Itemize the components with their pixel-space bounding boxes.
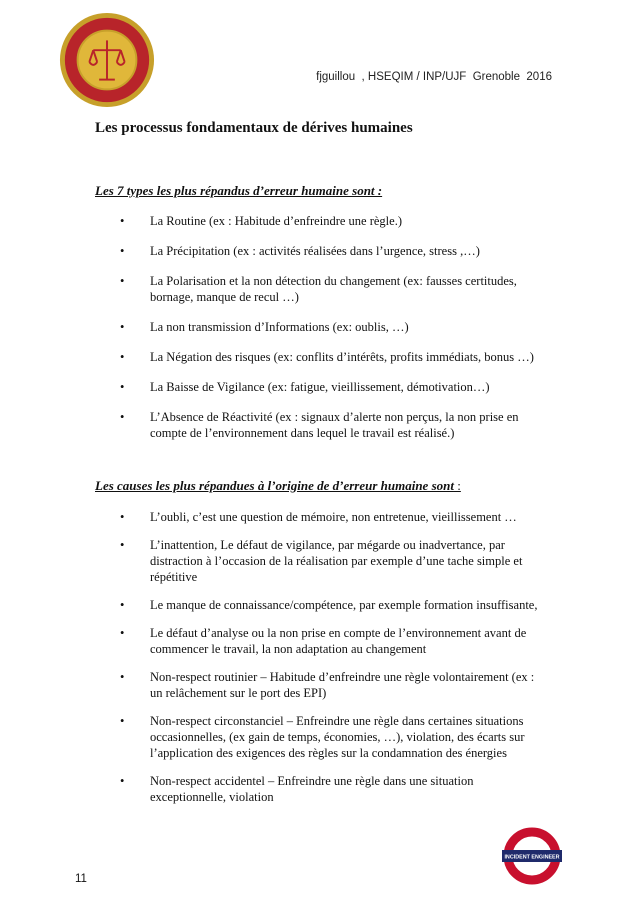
bullet-icon: • (120, 380, 125, 394)
bullet-icon: • (120, 350, 125, 364)
list-item (120, 243, 550, 259)
error-types-list (120, 213, 550, 441)
list-item-text: distraction à l’occasion de la réalisation par exemple d’une tache simple et (150, 554, 523, 568)
list-item-text: La non transmission d’Informations (ex: oublis, …) (150, 320, 409, 334)
bullet-icon: • (120, 320, 125, 334)
list-item-text: La Baisse de Vigilance (ex: fatigue, vieillissement, démotivation…) (150, 380, 490, 394)
bullet-icon: • (120, 626, 125, 640)
list-item (120, 773, 550, 805)
list-item-text: La Négation des risques (ex: conflits d’intérêts, profits immédiats, bonus …) (150, 350, 534, 364)
list-item-text: Le manque de connaissance/compétence, par exemple formation insuffisante, (150, 598, 538, 612)
list-item-text: compte de l’environnement dans lequel le travail est réalisé.) (150, 426, 455, 440)
section-heading-tail: : (453, 478, 461, 493)
list-item-text: un relâchement sur le port des EPI) (150, 686, 327, 700)
list-item-text: bornage, manque de recul …) (150, 290, 299, 304)
list-item-text: exceptionnelle, violation (150, 790, 274, 804)
bullet-icon: • (120, 670, 125, 684)
list-item-text: Non-respect accidentel – Enfreindre une règle dans une situation (150, 774, 474, 788)
list-item-text: La Routine (ex : Habitude d’enfreindre une règle.) (150, 214, 402, 228)
bullet-icon: • (120, 538, 125, 552)
section-heading-error-causes (95, 478, 461, 494)
list-item-text: Le défaut d’analyse ou la non prise en compte de l’environnement avant de (150, 626, 527, 640)
seal-logo (58, 11, 156, 109)
list-item (120, 713, 550, 761)
incident-engineer-roundel-logo (502, 826, 562, 886)
bullet-icon: • (120, 244, 125, 258)
list-item-text: Non-respect routinier – Habitude d’enfreindre une règle volontairement (ex : (150, 670, 535, 684)
list-item-text: L’Absence de Réactivité (ex : signaux d’alerte non perçus, la non prise en (150, 410, 519, 424)
bullet-icon: • (120, 774, 125, 788)
list-item-text: L’oubli, c’est une question de mémoire, non entretenue, vieillissement … (150, 510, 517, 524)
list-item (120, 349, 550, 365)
list-item (120, 597, 550, 613)
list-item-text: Non-respect circonstanciel – Enfreindre une règle dans certaines situations (150, 714, 524, 728)
list-item-text: commencer le travail, la non adaptation au changement (150, 642, 427, 656)
bullet-icon: • (120, 274, 125, 288)
list-item (120, 509, 550, 525)
section-heading-text: Les 7 types les plus répandus d’erreur humaine sont : (95, 183, 383, 198)
list-item (120, 379, 550, 395)
list-item-text: La Précipitation (ex : activités réalisées dans l’urgence, stress ,…) (150, 244, 480, 258)
error-causes-list (120, 509, 550, 805)
list-item-text: occasionnelles, (ex gain de temps, économies, …), violation, des écarts sur (150, 730, 525, 744)
list-item (120, 537, 550, 585)
list-item-text: La Polarisation et la non détection du changement (ex: fausses certitudes, (150, 274, 517, 288)
bullet-icon: • (120, 410, 125, 424)
document-title: Les processus fondamentaux de dérives humaines (95, 120, 413, 136)
bullet-icon: • (120, 214, 125, 228)
list-item (120, 625, 550, 657)
list-item (120, 273, 550, 305)
list-item-text: l’application des exigences des règles sur la condamnation des énergies (150, 746, 507, 760)
bullet-icon: • (120, 598, 125, 612)
list-item (120, 319, 550, 335)
bullet-icon: • (120, 510, 125, 524)
section-heading-text: Les causes les plus répandues à l’origine de d’erreur humaine sont (95, 478, 454, 493)
roundel-text: INCIDENT ENGINEER (504, 854, 560, 861)
section-heading-error-types (95, 183, 382, 199)
page-number: 11 (75, 873, 87, 885)
list-item (120, 409, 550, 441)
list-item (120, 669, 550, 701)
list-item (120, 213, 550, 229)
bullet-icon: • (120, 714, 125, 728)
list-item-text: répétitive (150, 570, 198, 584)
page-header: fjguillou , HSEQIM / INP/UJF Grenoble 2016 (316, 71, 552, 83)
list-item-text: L’inattention, Le défaut de vigilance, par mégarde ou inadvertance, par (150, 538, 505, 552)
